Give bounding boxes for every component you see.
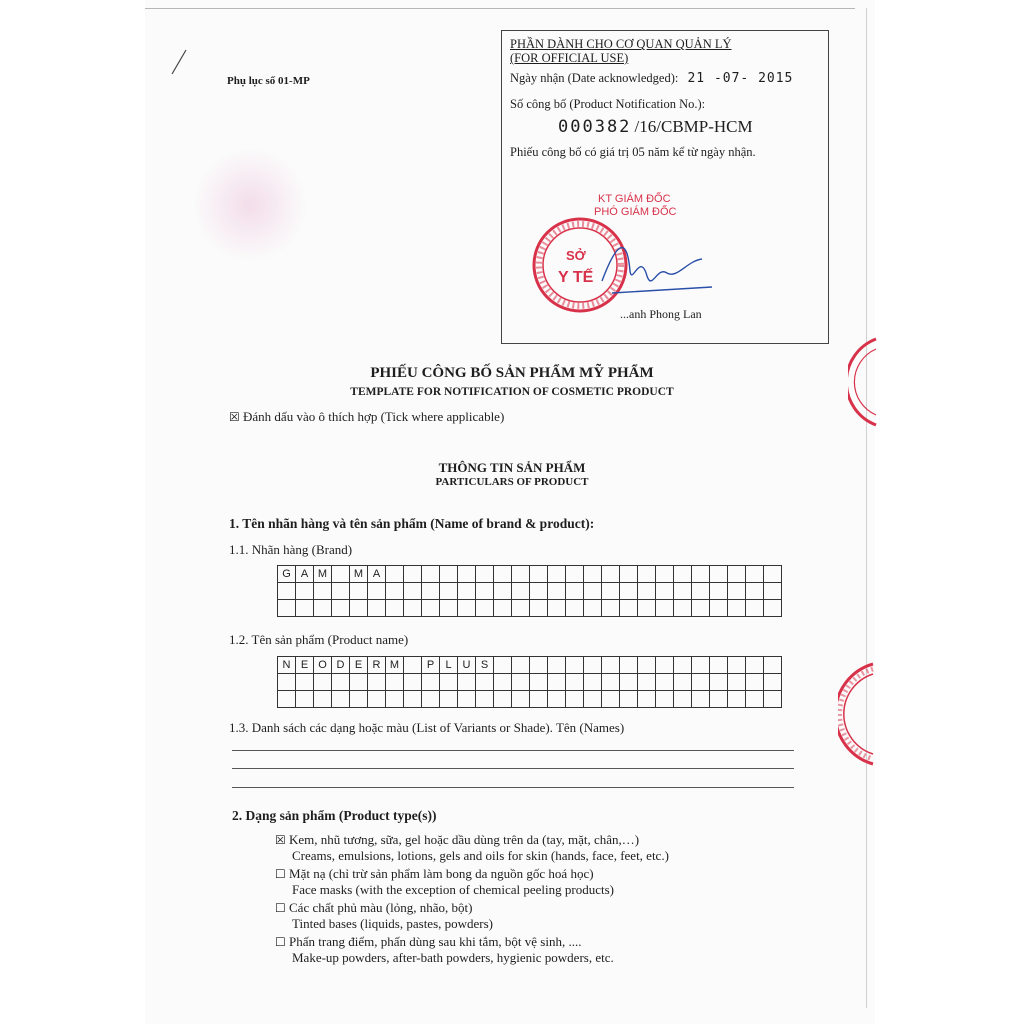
grid-cell: [584, 657, 602, 674]
grid-cell: [512, 691, 530, 708]
grid-cell: [602, 674, 620, 691]
grid-cell: [548, 691, 566, 708]
grid-cell: [494, 600, 512, 617]
grid-cell: [764, 566, 782, 583]
grid-row: [278, 657, 782, 674]
grid-cell: [458, 600, 476, 617]
notification-number-label: Số công bố (Product Notification No.):: [510, 97, 706, 111]
page-top-edge: [145, 8, 855, 9]
grid-cell: [638, 600, 656, 617]
grid-cell: [422, 566, 440, 583]
grid-cell: [638, 657, 656, 674]
notification-number: 000382: [558, 117, 632, 137]
grid-cell: E: [350, 657, 368, 674]
grid-cell: [746, 691, 764, 708]
grid-cell: [332, 566, 350, 583]
unchecked-box-icon: ☐: [275, 935, 286, 949]
grid-cell: [530, 657, 548, 674]
grid-cell: [710, 566, 728, 583]
grid-cell: [368, 674, 386, 691]
variants-line-3: [232, 787, 794, 788]
date-value: 21 -07- 2015: [687, 71, 794, 86]
grid-cell: [656, 691, 674, 708]
grid-cell: [332, 691, 350, 708]
date-label: Ngày nhận (Date acknowledged):: [510, 71, 679, 85]
grid-cell: L: [440, 657, 458, 674]
grid-cell: R: [368, 657, 386, 674]
grid-cell: [548, 657, 566, 674]
grid-cell: [512, 600, 530, 617]
grid-cell: [368, 583, 386, 600]
grid-cell: [386, 583, 404, 600]
grid-cell: [278, 691, 296, 708]
grid-cell: A: [368, 566, 386, 583]
grid-cell: [764, 691, 782, 708]
grid-row: [278, 691, 782, 708]
product-type-option-4: [275, 934, 614, 966]
grid-cell: [764, 674, 782, 691]
faded-stamp-shadow: [190, 150, 310, 260]
grid-cell: [656, 566, 674, 583]
grid-cell: [404, 674, 422, 691]
grid-cell: [404, 600, 422, 617]
section-1-title: 1. Tên nhãn hàng và tên sản phẩm (Name of brand & product):: [229, 516, 595, 531]
grid-cell: [314, 674, 332, 691]
official-use-box: [501, 30, 829, 344]
grid-cell: [746, 674, 764, 691]
grid-cell: [476, 600, 494, 617]
grid-cell: [512, 674, 530, 691]
grid-cell: [530, 691, 548, 708]
grid-cell: [530, 674, 548, 691]
variants-line-2: [232, 768, 794, 769]
grid-cell: [728, 657, 746, 674]
grid-cell: [386, 600, 404, 617]
section-2-title: 2. Dạng sản phẩm (Product type(s)): [232, 808, 437, 823]
grid-cell: A: [296, 566, 314, 583]
variants-line-1: [232, 750, 794, 751]
checked-box-icon: ☒: [229, 410, 240, 424]
grid-cell: [746, 657, 764, 674]
grid-cell: [368, 691, 386, 708]
unchecked-box-icon: ☐: [275, 901, 286, 915]
grid-cell: [584, 691, 602, 708]
grid-cell: [350, 600, 368, 617]
grid-cell: [692, 583, 710, 600]
grid-cell: [566, 657, 584, 674]
grid-cell: [350, 674, 368, 691]
grid-cell: [566, 674, 584, 691]
option-1-en: Creams, emulsions, lotions, gels and oils for skin (hands, face, feet, etc.): [292, 848, 669, 863]
option-3-en: Tinted bases (liquids, pastes, powders): [292, 916, 494, 931]
option-2-vn: Mặt nạ (chỉ trừ sản phẩm làm bong da nguồn gốc hoá học): [289, 866, 594, 881]
grid-row: [278, 674, 782, 691]
page-right-edge: [866, 8, 867, 1008]
grid-cell: [530, 583, 548, 600]
grid-cell: [512, 657, 530, 674]
grid-cell: [332, 674, 350, 691]
grid-cell: [404, 691, 422, 708]
grid-cell: [386, 566, 404, 583]
pen-mark: [170, 48, 190, 76]
product-type-option-1: [275, 832, 669, 864]
grid-cell: [422, 691, 440, 708]
notification-suffix: /16/CBMP-HCM: [634, 117, 753, 136]
grid-cell: O: [314, 657, 332, 674]
grid-cell: [458, 583, 476, 600]
grid-cell: [566, 566, 584, 583]
grid-cell: [710, 657, 728, 674]
option-4-vn: Phấn trang điểm, phấn dùng sau khi tắm, bột vệ sinh, ....: [289, 934, 582, 949]
grid-cell: [494, 566, 512, 583]
grid-cell: [296, 674, 314, 691]
grid-cell: [656, 600, 674, 617]
grid-cell: [332, 583, 350, 600]
variants-label: 1.3. Danh sách các dạng hoặc màu (List of Variants or Shade). Tên (Names): [229, 720, 625, 735]
grid-cell: [566, 691, 584, 708]
grid-cell: [638, 566, 656, 583]
option-2-en: Face masks (with the exception of chemical peeling products): [292, 882, 615, 897]
grid-cell: U: [458, 657, 476, 674]
grid-cell: [296, 600, 314, 617]
grid-cell: [458, 674, 476, 691]
grid-cell: [368, 600, 386, 617]
grid-cell: [350, 691, 368, 708]
grid-cell: [530, 566, 548, 583]
edge-stamp-top: [848, 335, 878, 430]
grid-cell: [422, 600, 440, 617]
grid-cell: P: [422, 657, 440, 674]
grid-cell: [620, 674, 638, 691]
grid-cell: [674, 600, 692, 617]
grid-cell: [728, 691, 746, 708]
option-1-vn: Kem, nhũ tương, sữa, gel hoặc dầu dùng trên da (tay, mặt, chân,…): [289, 832, 640, 847]
grid-cell: [710, 600, 728, 617]
grid-cell: [620, 657, 638, 674]
grid-cell: [566, 600, 584, 617]
product-name-grid: [277, 656, 782, 708]
grid-cell: N: [278, 657, 296, 674]
grid-cell: [674, 674, 692, 691]
grid-cell: [674, 657, 692, 674]
grid-cell: [476, 674, 494, 691]
grid-cell: [440, 674, 458, 691]
grid-cell: [494, 674, 512, 691]
brand-label: 1.1. Nhãn hàng (Brand): [229, 542, 353, 557]
grid-cell: [278, 600, 296, 617]
grid-cell: [620, 691, 638, 708]
grid-cell: [476, 566, 494, 583]
grid-cell: [692, 657, 710, 674]
grid-cell: [728, 583, 746, 600]
checked-box-icon: ☒: [275, 833, 286, 847]
grid-cell: [584, 583, 602, 600]
grid-cell: [710, 583, 728, 600]
grid-cell: [494, 691, 512, 708]
seal-text-yte: Y TẾ: [558, 269, 594, 286]
grid-cell: [422, 583, 440, 600]
grid-cell: [296, 691, 314, 708]
grid-cell: [746, 600, 764, 617]
grid-cell: [746, 583, 764, 600]
grid-cell: [710, 674, 728, 691]
grid-cell: [458, 691, 476, 708]
grid-cell: [278, 583, 296, 600]
sign-title-deputy: PHÓ GIÁM ĐỐC: [594, 206, 677, 218]
grid-cell: [440, 583, 458, 600]
grid-cell: S: [476, 657, 494, 674]
grid-cell: [548, 600, 566, 617]
grid-cell: [314, 600, 332, 617]
grid-cell: [638, 583, 656, 600]
option-3-vn: Các chất phủ màu (lỏng, nhão, bột): [289, 900, 473, 915]
grid-row: [278, 600, 782, 617]
grid-cell: [638, 674, 656, 691]
appendix-label: Phụ lục số 01-MP: [227, 75, 310, 87]
grid-cell: [476, 583, 494, 600]
grid-cell: [548, 674, 566, 691]
product-name-label: 1.2. Tên sản phẩm (Product name): [229, 632, 409, 647]
grid-cell: [314, 691, 332, 708]
grid-cell: M: [386, 657, 404, 674]
date-acknowledged-row: [510, 71, 793, 86]
grid-cell: [386, 691, 404, 708]
brand-grid: [277, 565, 782, 617]
grid-cell: [584, 566, 602, 583]
grid-cell: [278, 674, 296, 691]
grid-cell: [458, 566, 476, 583]
seal-text-so: SỞ: [566, 248, 586, 263]
grid-cell: [728, 674, 746, 691]
grid-cell: [764, 657, 782, 674]
grid-cell: [728, 600, 746, 617]
grid-cell: [620, 583, 638, 600]
grid-cell: [314, 583, 332, 600]
grid-cell: [710, 691, 728, 708]
grid-cell: [440, 600, 458, 617]
grid-cell: [602, 657, 620, 674]
grid-cell: [422, 674, 440, 691]
grid-cell: [602, 600, 620, 617]
grid-cell: [764, 600, 782, 617]
grid-cell: M: [314, 566, 332, 583]
grid-cell: [440, 691, 458, 708]
grid-cell: [584, 674, 602, 691]
tick-instruction: [229, 409, 504, 425]
grid-cell: [728, 566, 746, 583]
handwritten-signature: [592, 231, 722, 301]
grid-cell: [566, 583, 584, 600]
official-heading: PHẦN DÀNH CHO CƠ QUAN QUẢN LÝ: [510, 37, 732, 51]
grid-cell: [404, 583, 422, 600]
grid-cell: [350, 583, 368, 600]
grid-cell: [674, 691, 692, 708]
grid-cell: [692, 600, 710, 617]
form-title: PHIẾU CÔNG BỐ SẢN PHẨM MỸ PHẨM: [370, 365, 654, 381]
grid-cell: [692, 566, 710, 583]
edge-stamp-bottom: [838, 660, 874, 770]
grid-cell: [602, 691, 620, 708]
grid-cell: [620, 600, 638, 617]
grid-cell: [584, 600, 602, 617]
product-type-option-2: [275, 866, 614, 898]
grid-cell: [512, 566, 530, 583]
grid-cell: [404, 566, 422, 583]
grid-cell: [512, 583, 530, 600]
grid-cell: [440, 566, 458, 583]
grid-cell: [638, 691, 656, 708]
signer-name: ...anh Phong Lan: [620, 307, 702, 321]
grid-cell: M: [350, 566, 368, 583]
grid-cell: [476, 691, 494, 708]
option-4-en: Make-up powders, after-bath powders, hygienic powders, etc.: [292, 950, 614, 965]
grid-row: [278, 566, 782, 583]
grid-cell: [692, 691, 710, 708]
grid-cell: [602, 566, 620, 583]
form-title-en: TEMPLATE FOR NOTIFICATION OF COSMETIC PRODUCT: [350, 386, 674, 398]
grid-cell: [296, 583, 314, 600]
grid-cell: [656, 674, 674, 691]
grid-cell: [620, 566, 638, 583]
grid-cell: [746, 566, 764, 583]
grid-cell: [494, 657, 512, 674]
product-type-option-3: [275, 900, 493, 932]
particulars-heading: THÔNG TIN SẢN PHẨM: [438, 460, 586, 475]
grid-cell: [332, 600, 350, 617]
grid-cell: [764, 583, 782, 600]
particulars-heading-en: PARTICULARS OF PRODUCT: [435, 476, 589, 488]
grid-cell: [530, 600, 548, 617]
official-heading-en: (FOR OFFICIAL USE): [510, 51, 629, 65]
sign-title-director: KT GIÁM ĐỐC: [598, 193, 671, 205]
grid-cell: [602, 583, 620, 600]
grid-cell: [494, 583, 512, 600]
validity-note: Phiếu công bố có giá trị 05 năm kể từ ngày nhận.: [510, 145, 756, 159]
grid-cell: [656, 657, 674, 674]
grid-cell: [548, 583, 566, 600]
grid-cell: [674, 566, 692, 583]
tick-instruction-text: Đánh dấu vào ô thích hợp (Tick where applicable): [243, 409, 505, 424]
notification-number-row: [558, 117, 753, 137]
grid-cell: [656, 583, 674, 600]
grid-cell: [548, 566, 566, 583]
grid-cell: [386, 674, 404, 691]
grid-cell: G: [278, 566, 296, 583]
grid-cell: D: [332, 657, 350, 674]
grid-row: [278, 583, 782, 600]
grid-cell: [692, 674, 710, 691]
unchecked-box-icon: ☐: [275, 867, 286, 881]
grid-cell: [674, 583, 692, 600]
grid-cell: [404, 657, 422, 674]
grid-cell: E: [296, 657, 314, 674]
